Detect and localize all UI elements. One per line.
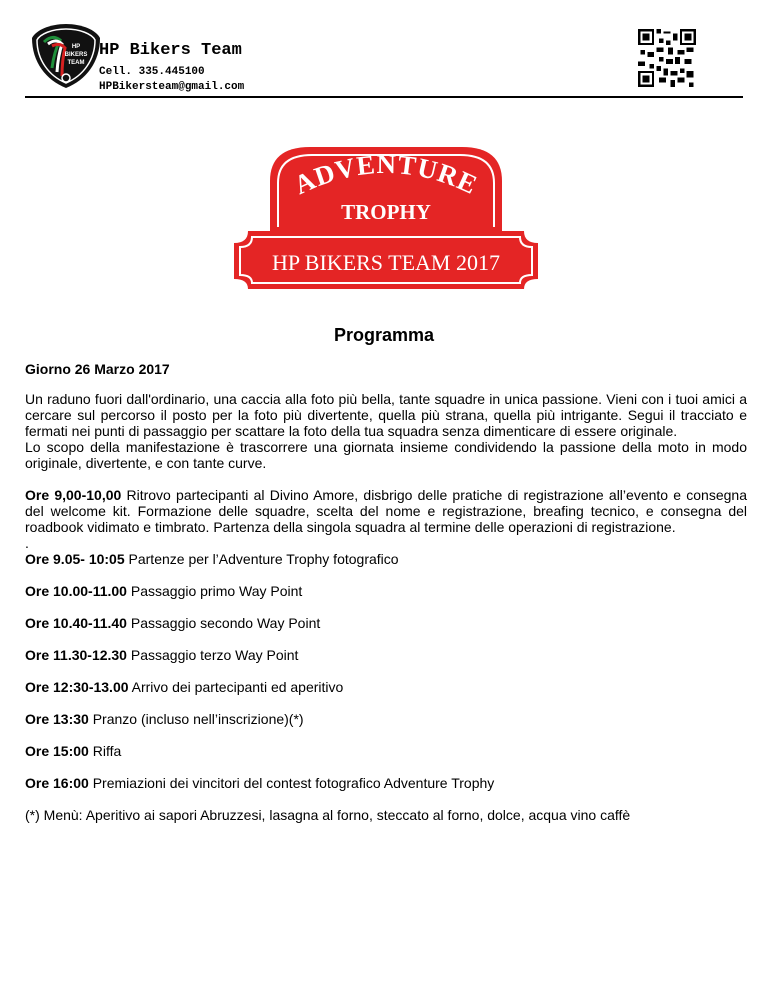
badge-bikers: BIKERS bbox=[64, 52, 88, 58]
letterhead bbox=[25, 20, 743, 98]
team-name: HP Bikers Team bbox=[99, 41, 242, 60]
schedule-text: Partenze per l’Adventure Trophy fotografico bbox=[124, 551, 399, 567]
schedule-item bbox=[25, 775, 747, 791]
schedule-item bbox=[25, 551, 747, 567]
schedule-time: Ore 10.40-11.40 bbox=[25, 615, 127, 631]
intro-paragraph bbox=[25, 391, 747, 471]
badge-team: TEAM bbox=[67, 60, 85, 66]
schedule-item bbox=[25, 743, 747, 759]
schedule-text: Passaggio terzo Way Point bbox=[126, 647, 299, 663]
event-date: Giorno 26 Marzo 2017 bbox=[25, 361, 170, 377]
schedule-time: Ore 13:30 bbox=[25, 711, 89, 727]
phone-number: Cell. 335.445100 bbox=[99, 66, 205, 78]
logo-trophy-text: TROPHY bbox=[341, 200, 431, 224]
schedule-time: Ore 12:30-13.00 bbox=[25, 679, 129, 695]
schedule-text: Ritrovo partecipanti al Divino Amore, disbrigo delle pratiche di registrazione all’evento e consegna del welcome kit. Formazione delle squadre, scelta del nome e registrazione, breafing tecnico, e consegna del roadbook vidimato e timbrato. Partenza della singola squadra al termine delle operazioni di registrazione. bbox=[25, 487, 747, 535]
badge-hp: HP bbox=[71, 44, 81, 50]
schedule-time: Ore 9.05- 10:05 bbox=[25, 551, 125, 567]
separator-dot: . bbox=[25, 535, 29, 551]
schedule-text: Passaggio secondo Way Point bbox=[126, 615, 321, 631]
schedule-text: Riffa bbox=[88, 743, 122, 759]
schedule-time: Ore 9,00-10,00 bbox=[25, 487, 122, 503]
schedule-item bbox=[25, 487, 747, 535]
schedule-text: Pranzo (incluso nell’inscrizione)(*) bbox=[88, 711, 304, 727]
schedule-text: Premiazioni dei vincitori del contest fotografico Adventure Trophy bbox=[88, 775, 495, 791]
intro-text-1: Un raduno fuori dall'ordinario, una caccia alla foto più bella, tante squadre in unica passione. Vieni con i tuoi amici a cercare sul percorso il posto per la foto più divertente, quella più strana, quella più intrigante. Segui il tracciato e fermati nei punti di passaggio per scattare la foto della tua squadra senza dimenticare di essere originale. bbox=[25, 391, 747, 439]
schedule-item bbox=[25, 647, 747, 663]
schedule-text: Passaggio primo Way Point bbox=[126, 583, 303, 599]
qr-code-icon bbox=[638, 29, 696, 87]
program-body bbox=[25, 361, 747, 823]
schedule-item bbox=[25, 711, 747, 727]
schedule-time: Ore 16:00 bbox=[25, 775, 89, 791]
schedule-time: Ore 15:00 bbox=[25, 743, 89, 759]
logo-team-year-text: HP BIKERS TEAM 2017 bbox=[272, 250, 500, 275]
logo-adventure-text: ADVENTURE bbox=[289, 148, 483, 201]
schedule-item bbox=[25, 679, 747, 695]
schedule-time: Ore 10.00-11.00 bbox=[25, 583, 127, 599]
email-address: HPBikersteam@gmail.com bbox=[99, 81, 245, 93]
menu-footnote: (*) Menù: Aperitivo ai sapori Abruzzesi, lasagna al forno, steccato al forno, dolce, acqua vino caffè bbox=[25, 807, 631, 823]
page-title: Programma bbox=[333, 325, 435, 345]
schedule-text: Arrivo dei partecipanti ed aperitivo bbox=[128, 679, 344, 695]
adventure-trophy-logo bbox=[230, 139, 542, 291]
schedule-time: Ore 11.30-12.30 bbox=[25, 647, 127, 663]
schedule-item bbox=[25, 615, 747, 631]
team-badge-logo bbox=[30, 22, 102, 90]
schedule-item bbox=[25, 583, 747, 599]
intro-text-2: Lo scopo della manifestazione è trascorrere una giornata insieme condividendo la passione della moto in modo originale, divertente, e con tante curve. bbox=[25, 439, 747, 471]
